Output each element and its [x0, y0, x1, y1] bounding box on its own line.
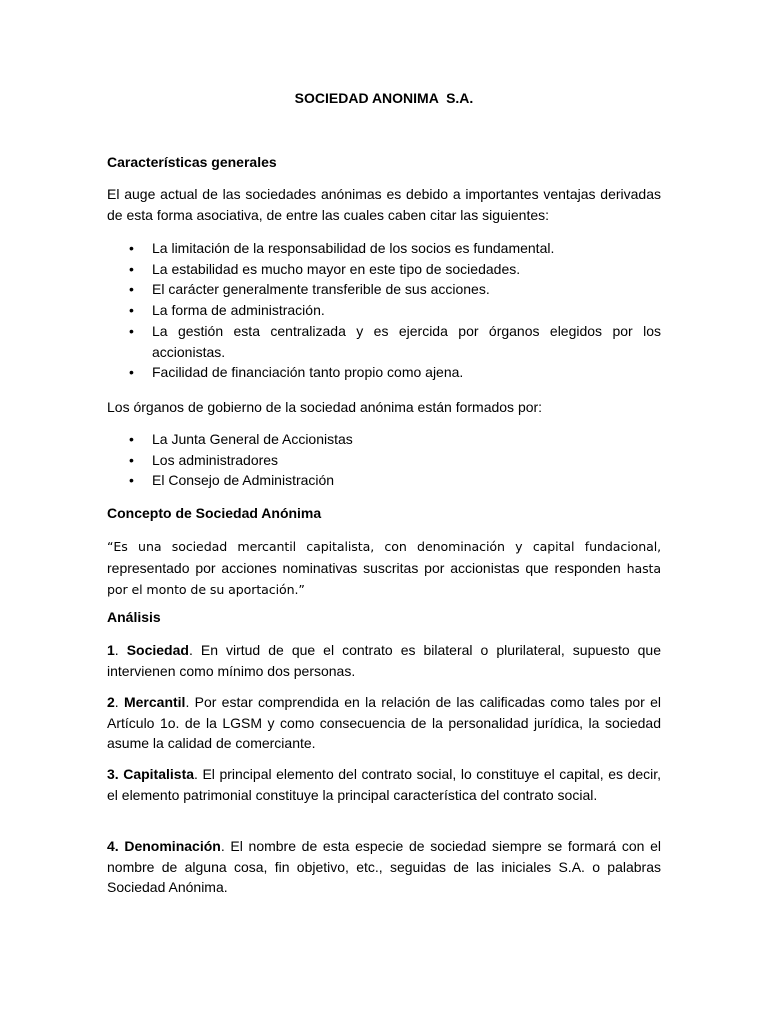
list-item: • El carácter generalmente transferible de sus acciones.	[107, 279, 661, 300]
analisis-item-1	[107, 640, 661, 681]
analisis-number: 1	[107, 642, 115, 658]
heading-concepto: Concepto de Sociedad Anónima	[107, 505, 322, 521]
analisis-number: 2	[107, 694, 115, 710]
list-item: • La estabilidad es mucho mayor en este tipo de sociedades.	[107, 259, 661, 280]
analisis-item-2	[107, 692, 661, 754]
list-item: • La limitación de la responsabilidad de los socios es fundamental.	[107, 238, 661, 259]
analisis-text: . El principal elemento del contrato social, lo constituye el capital, es decir, el elemento patrimonial constituye la principal característica del contrato social.	[107, 766, 661, 803]
quote-part-1: “Es una sociedad mercantil capitalista, con denominación y capital fundacional,	[107, 539, 661, 554]
paragraph-organos: Los órganos de gobierno de la sociedad anónima están formados por:	[107, 399, 543, 415]
dot-separator: .	[114, 694, 124, 710]
analisis-term: 3. Capitalista	[107, 766, 195, 782]
analisis-text: . En virtud de que el contrato es bilateral o plurilateral, supuesto que intervienen como mínimo dos personas.	[107, 642, 662, 679]
analisis-term: 4. Denominación	[107, 838, 221, 854]
concepto-quote	[107, 536, 661, 601]
list-item: • La forma de administración.	[107, 300, 661, 321]
paragraph-intro: El auge actual de las sociedades anónimas es debido a importantes ventajas derivadas de esta forma asociativa, de entre las cuales caben citar las siguientes:	[107, 186, 661, 223]
list-item: • El Consejo de Administración	[107, 470, 661, 491]
analisis-item-4	[107, 836, 661, 898]
dot-separator: .	[114, 642, 127, 658]
analisis-term: Sociedad	[126, 642, 189, 658]
list-item: • La gestión esta centralizada y es ejercida por órganos elegidos por los accionistas.	[107, 321, 661, 362]
organos-list	[107, 429, 661, 491]
quote-part-2: representado por acciones nominativas suscritas por accionistas que responden	[107, 559, 627, 576]
analisis-term: Mercantil	[123, 694, 186, 710]
heading-caracteristicas: Características generales	[107, 154, 277, 170]
document-title: SOCIEDAD ANONIMA S.A.	[294, 90, 474, 106]
ventajas-list	[107, 238, 661, 383]
heading-analisis: Análisis	[107, 609, 161, 625]
analisis-text: . El nombre de esta especie de sociedad siempre se formará con el nombre de alguna cosa, fin objetivo, etc., seguidas de las iniciales S.A. o palabras Sociedad Anónima.	[107, 838, 661, 895]
analisis-text: . Por estar comprendida en la relación de las calificadas como tales por el Artículo 1o. de la LGSM y como consecuencia de la personalidad jurídica, la sociedad asume la calidad de comerciante.	[107, 694, 661, 751]
list-item: • Los administradores	[107, 450, 661, 471]
list-item: • La Junta General de Accionistas	[107, 429, 661, 450]
list-item: • Facilidad de financiación tanto propio como ajena.	[107, 362, 661, 383]
analisis-item-3	[107, 764, 661, 805]
quote-part-3: hasta por el monto de su aportación.”	[107, 560, 661, 597]
